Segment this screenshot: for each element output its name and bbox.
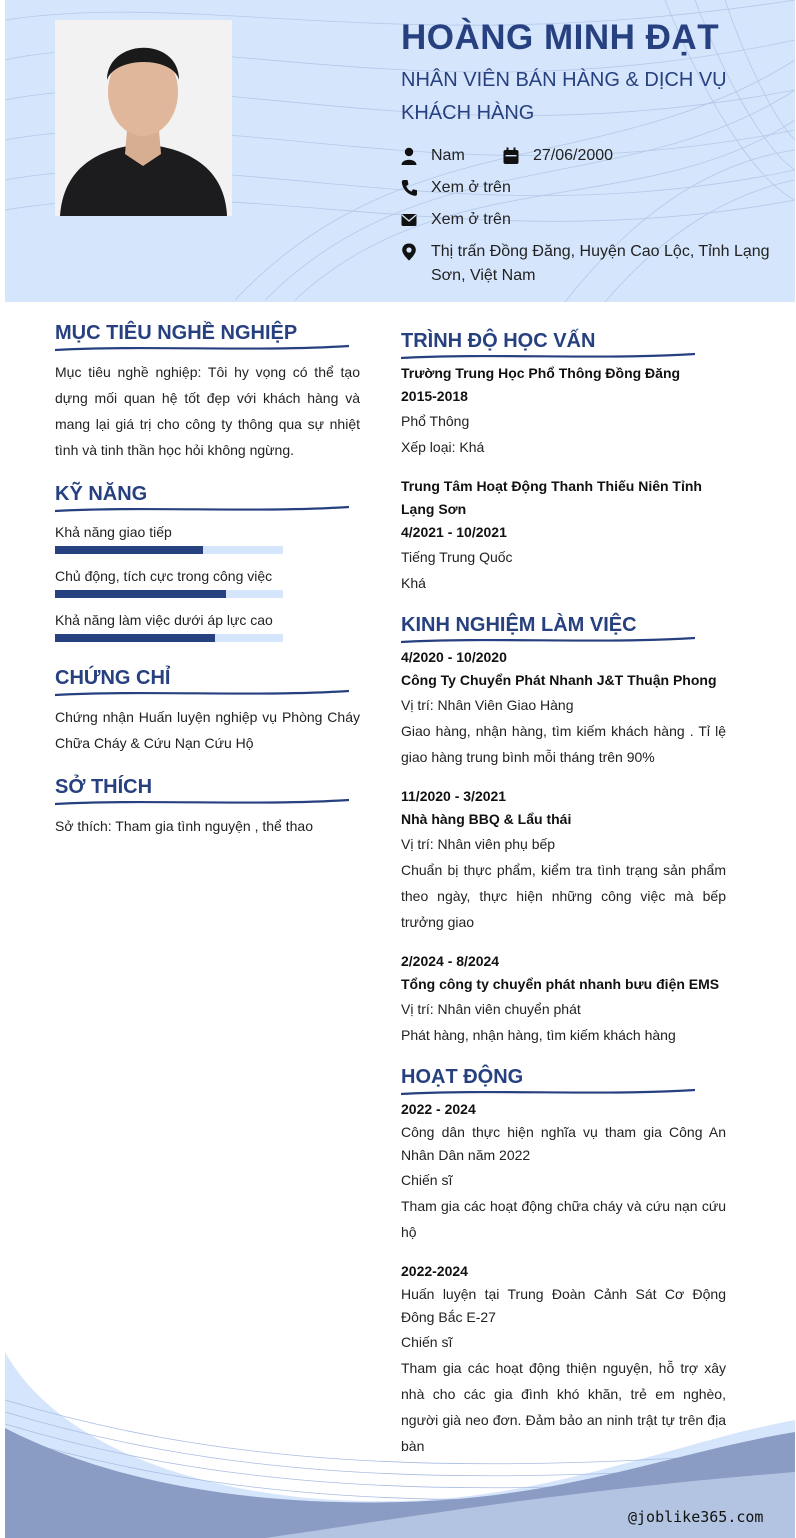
- experience-time: 11/2020 - 3/2021: [401, 788, 507, 804]
- skills-underline: [55, 504, 349, 514]
- skill-label: Chủ động, tích cực trong công việc: [55, 568, 273, 584]
- activities-underline: [401, 1087, 695, 1097]
- certificates-underline: [55, 688, 349, 698]
- activity-description: Tham gia các hoạt động chữa cháy và cứu nạn cứu hộ: [401, 1198, 726, 1240]
- education-school: Trung Tâm Hoạt Động Thanh Thiếu Niên Tỉnh Lạng Sơn: [401, 478, 702, 517]
- experience-description: Chuẩn bị thực phẩm, kiểm tra tình trạng sản phẩm theo ngày, thực hiện những công việc mà bếp trưởng giao: [401, 862, 726, 930]
- activity-description: Tham gia các hoạt động thiện nguyện, hỗ trợ xây nhà cho các gia đình khó khăn, trẻ em nghèo, người già neo đơn. Đảm bảo an ninh trật tự trên địa bàn: [401, 1360, 726, 1454]
- experience-heading: KINH NGHIỆM LÀM VIỆC: [401, 614, 637, 636]
- skill-bar: [55, 546, 283, 554]
- activities-heading: HOẠT ĐỘNG: [401, 1066, 524, 1088]
- skill-label: Khả năng làm việc dưới áp lực cao: [55, 612, 273, 628]
- experience-time: 2/2024 - 8/2024: [401, 953, 500, 969]
- activity-time: 2022 - 2024: [401, 1101, 476, 1117]
- education-time: 4/2021 - 10/2021: [401, 524, 507, 540]
- skill-label: Khả năng giao tiếp: [55, 524, 172, 540]
- skill-bar-fill: [55, 546, 203, 554]
- objective-text: Mục tiêu nghề nghiệp: Tôi hy vọng có thể tạo dựng mối quan hệ tốt đẹp với khách hàng và mang lại giá trị cho công ty thông qua sự nhiệt tình và tinh thần học hỏi không ngừng.: [55, 364, 360, 458]
- objective-underline: [55, 343, 349, 353]
- objective-heading: MỤC TIÊU NGHỀ NGHIỆP: [55, 322, 298, 344]
- experience-company: Tổng công ty chuyển phát nhanh bưu điện EMS: [401, 976, 720, 992]
- education-grade: Xếp loại: Khá: [401, 439, 485, 455]
- person-silhouette: [55, 20, 232, 216]
- candidate-name: HOÀNG MINH ĐẠT: [401, 18, 720, 57]
- experience-company: Nhà hàng BBQ & Lẩu thái: [401, 811, 572, 827]
- education-underline: [401, 351, 695, 361]
- experience-time: 4/2020 - 10/2020: [401, 649, 507, 665]
- skill-bar: [55, 634, 283, 642]
- hobbies-heading: SỞ THÍCH: [55, 776, 153, 798]
- experience-underline: [401, 635, 695, 645]
- birthday-text: 27/06/2000: [533, 147, 614, 164]
- education-school: Trường Trung Học Phổ Thông Đồng Đăng: [401, 365, 681, 381]
- activity-name: Công dân thực hiện nghĩa vụ tham gia Công An Nhân Dân năm 2022: [401, 1124, 726, 1163]
- profile-photo: [55, 20, 232, 216]
- experience-position: Vị trí: Nhân Viên Giao Hàng: [401, 697, 574, 713]
- skill-bar: [55, 590, 283, 598]
- gender-text: Nam: [431, 147, 465, 164]
- skills-heading: KỸ NĂNG: [55, 483, 148, 505]
- phone-icon: [401, 179, 417, 197]
- skill-bar-fill: [55, 634, 215, 642]
- education-major: Tiếng Trung Quốc: [401, 549, 513, 565]
- calendar-icon: [503, 147, 519, 165]
- education-major: Phổ Thông: [401, 413, 470, 429]
- envelope-icon: [401, 211, 417, 229]
- activity-name: Huấn luyện tại Trung Đoàn Cảnh Sát Cơ Động Đông Bắc E-27: [401, 1286, 726, 1325]
- watermark-text: @joblike365.com: [628, 1508, 764, 1526]
- location-pin-icon: [401, 243, 417, 261]
- certificates-heading: CHỨNG CHỈ: [55, 667, 171, 689]
- phone-text: Xem ở trên: [431, 179, 511, 196]
- hobby-text: Sở thích: Tham gia tình nguyện , thể thao: [55, 818, 313, 834]
- experience-company: Công Ty Chuyển Phát Nhanh J&T Thuận Phong: [401, 672, 717, 688]
- hobbies-underline: [55, 797, 349, 807]
- activity-role: Chiến sĩ: [401, 1334, 453, 1350]
- experience-description: Phát hàng, nhận hàng, tìm kiếm khách hàng: [401, 1027, 676, 1043]
- address-text: Thị trấn Đồng Đăng, Huyện Cao Lộc, Tỉnh Lạng Sơn, Việt Nam: [431, 243, 770, 284]
- job-title: NHÂN VIÊN BÁN HÀNG & DỊCH VỤ KHÁCH HÀNG: [401, 69, 727, 124]
- activity-time: 2022-2024: [401, 1263, 468, 1279]
- cv-page: [5, 0, 795, 1538]
- activity-role: Chiến sĩ: [401, 1172, 453, 1188]
- email-text: Xem ở trên: [431, 211, 511, 228]
- education-grade: Khá: [401, 575, 426, 591]
- education-time: 2015-2018: [401, 388, 468, 404]
- skill-bar-fill: [55, 590, 226, 598]
- experience-position: Vị trí: Nhân viên phụ bếp: [401, 836, 556, 852]
- certificate-text: Chứng nhận Huấn luyện nghiệp vụ Phòng Cháy Chữa Cháy & Cứu Nạn Cứu Hộ: [55, 709, 360, 751]
- education-heading: TRÌNH ĐỘ HỌC VẤN: [401, 330, 596, 352]
- experience-description: Giao hàng, nhận hàng, tìm kiếm khách hàng . Tỉ lệ giao hàng trung bình mỗi tháng trên 90%: [401, 723, 726, 765]
- experience-position: Vị trí: Nhân viên chuyển phát: [401, 1001, 581, 1017]
- user-icon: [401, 147, 417, 165]
